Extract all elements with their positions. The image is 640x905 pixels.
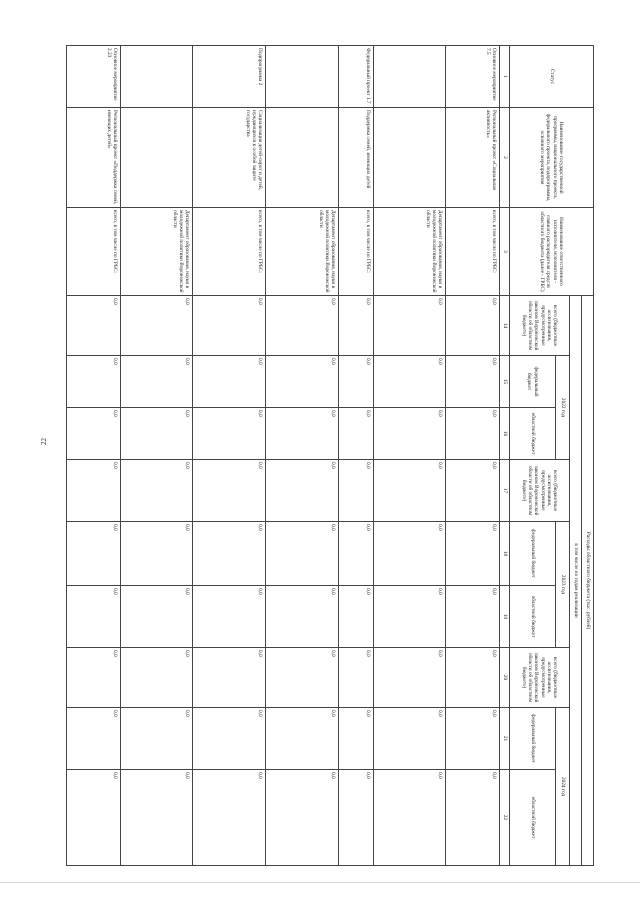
row-name — [266, 108, 339, 208]
regional-2023-header: областной бюджет — [510, 586, 556, 648]
value-cell: 0,0 — [338, 522, 373, 586]
row-executor: Департамент образования, науки и молодежной политики Воронежской области — [120, 208, 193, 296]
value-cell: 0,0 — [120, 586, 193, 648]
value-cell: 0,0 — [446, 460, 500, 522]
regional-2022-header: областной бюджет — [510, 408, 556, 460]
column-index: 15 — [500, 356, 510, 408]
value-cell: 0,0 — [446, 708, 500, 770]
col-executor-header: Наименование ответственного исполнителя, исполнителя - главного распорядителя средств областного бюджета (далее - ГРБС) — [510, 208, 594, 296]
row-status: Основное мероприятие 2.23 — [67, 46, 121, 108]
value-cell: 0,0 — [120, 770, 193, 866]
table-row — [266, 46, 339, 866]
value-cell: 0,0 — [446, 296, 500, 356]
value-cell: 0,0 — [67, 408, 121, 460]
value-cell: 0,0 — [193, 522, 266, 586]
row-status: Федеральный проект 1.7 — [338, 46, 373, 108]
value-cell: 0,0 — [373, 522, 446, 586]
value-cell: 0,0 — [120, 522, 193, 586]
federal-2023-header: федеральный бюджет — [510, 522, 556, 586]
column-index: 19 — [500, 586, 510, 648]
value-cell: 0,0 — [338, 408, 373, 460]
page-number: 22 — [40, 438, 48, 445]
column-index-row — [500, 46, 510, 866]
value-cell: 0,0 — [193, 296, 266, 356]
value-cell: 0,0 — [338, 356, 373, 408]
total-2022-header: всего (бюджетные ассигнования, предусмотренные законом Воронежской области об областном бюджете) — [510, 296, 570, 356]
value-cell: 0,0 — [120, 296, 193, 356]
value-cell: 0,0 — [266, 408, 339, 460]
value-cell: 0,0 — [120, 648, 193, 708]
row-executor: всего, в том числе по ГРБС: — [338, 208, 373, 296]
row-status — [266, 46, 339, 108]
value-cell: 0,0 — [266, 356, 339, 408]
column-index: 14 — [500, 296, 510, 356]
column-index: 21 — [500, 708, 510, 770]
value-cell: 0,0 — [373, 408, 446, 460]
row-executor: Департамент образования, науки и молодежной политики Воронежской области — [266, 208, 339, 296]
value-cell: 0,0 — [446, 586, 500, 648]
column-index: 17 — [500, 460, 510, 522]
value-cell: 0,0 — [446, 648, 500, 708]
value-cell: 0,0 — [266, 708, 339, 770]
regional-2024-header: областной бюджет — [510, 770, 556, 866]
total-2023-header: всего (бюджетные ассигнования, предусмотренные законом Воронежской области об областном бюджете) — [510, 460, 570, 522]
total-2024-header: всего (бюджетные ассигнования, предусмотренные законом Воронежской области об областном бюджете) — [510, 648, 570, 708]
col-name-header: Наименование государственной программы, национального проекта, федерального проекта, подпрограммы, основного мероприятия — [510, 108, 594, 208]
value-cell: 0,0 — [67, 460, 121, 522]
value-cell: 0,0 — [266, 586, 339, 648]
row-status — [120, 46, 193, 108]
rotated-table-wrapper — [66, 45, 594, 865]
value-cell: 0,0 — [266, 460, 339, 522]
column-index: 16 — [500, 408, 510, 460]
value-cell: 0,0 — [338, 708, 373, 770]
bottom-divider — [0, 882, 640, 883]
value-cell: 0,0 — [373, 356, 446, 408]
federal-2024-header: федеральный бюджет — [510, 708, 556, 770]
column-index: 18 — [500, 522, 510, 586]
value-cell: 0,0 — [446, 408, 500, 460]
row-name — [373, 108, 446, 208]
table-row — [67, 46, 121, 866]
value-cell: 0,0 — [446, 522, 500, 586]
row-executor: всего, в том числе по ГРБС: — [193, 208, 266, 296]
column-index: 20 — [500, 648, 510, 708]
value-cell: 0,0 — [67, 770, 121, 866]
value-cell: 0,0 — [67, 586, 121, 648]
value-cell: 0,0 — [67, 296, 121, 356]
by-years-header: в том числе по годам реализации — [570, 296, 582, 866]
value-cell: 0,0 — [120, 708, 193, 770]
value-cell: 0,0 — [193, 770, 266, 866]
value-cell: 0,0 — [193, 708, 266, 770]
row-name — [120, 108, 193, 208]
year-2024-header: 2024 год — [556, 708, 570, 866]
value-cell: 0,0 — [446, 770, 500, 866]
value-cell: 0,0 — [266, 296, 339, 356]
value-cell: 0,0 — [67, 522, 121, 586]
value-cell: 0,0 — [67, 708, 121, 770]
value-cell: 0,0 — [120, 460, 193, 522]
value-cell: 0,0 — [266, 522, 339, 586]
row-executor: всего, в том числе по ГРБС: — [67, 208, 121, 296]
value-cell: 0,0 — [446, 356, 500, 408]
year-2022-header: 2022 год — [556, 356, 570, 460]
value-cell: 0,0 — [266, 648, 339, 708]
value-cell: 0,0 — [120, 356, 193, 408]
value-cell: 0,0 — [338, 770, 373, 866]
value-cell: 0,0 — [373, 460, 446, 522]
expenses-header: Расходы областного бюджета (тыс. рублей) — [582, 296, 594, 866]
value-cell: 0,0 — [193, 648, 266, 708]
row-name: Региональный проект «Поддержка семей, имеющих детей» — [67, 108, 121, 208]
column-index: 22 — [500, 770, 510, 866]
col-status-header: Статус — [510, 46, 594, 108]
value-cell: 0,0 — [120, 408, 193, 460]
value-cell: 0,0 — [193, 408, 266, 460]
value-cell: 0,0 — [67, 648, 121, 708]
value-cell: 0,0 — [373, 586, 446, 648]
value-cell: 0,0 — [373, 708, 446, 770]
value-cell: 0,0 — [266, 770, 339, 866]
value-cell: 0,0 — [193, 586, 266, 648]
value-cell: 0,0 — [193, 356, 266, 408]
value-cell: 0,0 — [338, 586, 373, 648]
value-cell: 0,0 — [193, 460, 266, 522]
row-name: Социализация детей-сирот и детей, нуждающихся в особой защите государства — [193, 108, 266, 208]
value-cell: 0,0 — [373, 770, 446, 866]
row-name: Региональный проект «Социальная активность» — [446, 108, 500, 208]
row-name: Поддержка семей, имеющих детей — [338, 108, 373, 208]
value-cell: 0,0 — [338, 648, 373, 708]
row-status — [373, 46, 446, 108]
table-row — [193, 46, 266, 866]
budget-table — [66, 45, 594, 866]
table-row — [338, 46, 373, 866]
row-status: Подпрограмма 2 — [193, 46, 266, 108]
table-row — [120, 46, 193, 866]
row-executor: Департамент образования, науки и молодежной политики Воронежской области — [373, 208, 446, 296]
table-row — [446, 46, 500, 866]
year-2023-header: 2023 год — [556, 522, 570, 648]
value-cell: 0,0 — [67, 356, 121, 408]
value-cell: 0,0 — [373, 296, 446, 356]
column-index: 2 — [500, 108, 510, 208]
table-row — [373, 46, 446, 866]
value-cell: 0,0 — [338, 296, 373, 356]
federal-2022-header: федеральный бюджет — [510, 356, 556, 408]
value-cell: 0,0 — [338, 460, 373, 522]
row-executor: всего, в том числе по ГРБС: — [446, 208, 500, 296]
row-status: Основное мероприятие 7.5 — [446, 46, 500, 108]
column-index: 1 — [500, 46, 510, 108]
value-cell: 0,0 — [373, 648, 446, 708]
column-index: 3 — [500, 208, 510, 296]
